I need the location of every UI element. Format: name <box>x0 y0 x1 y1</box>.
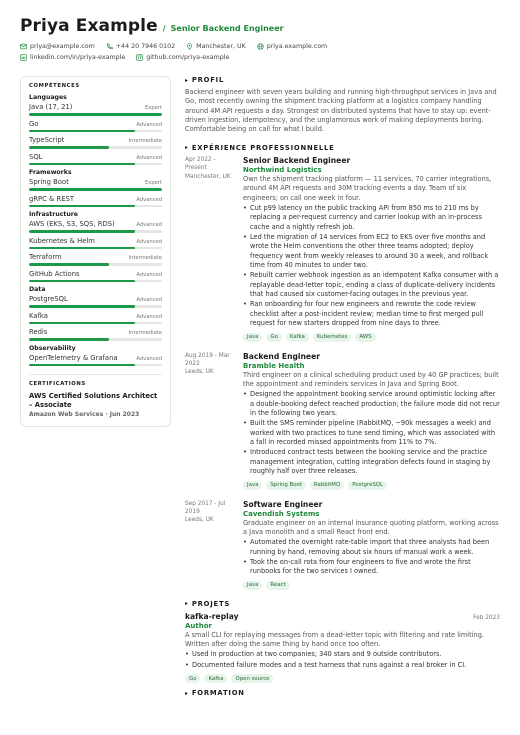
skill-item <box>29 153 162 166</box>
skill-level-fill <box>29 230 135 233</box>
skill-level-bar <box>29 338 162 341</box>
skill-level-bar <box>29 364 162 367</box>
skill-name: Redis <box>29 328 48 336</box>
tag-list <box>243 481 500 490</box>
skill-row <box>29 328 162 336</box>
email-icon <box>20 43 27 50</box>
tag-chip: Spring Boot <box>266 481 306 490</box>
contact-linkedin[interactable] <box>20 52 125 62</box>
certification-name: AWS Certified Solutions Architect – Associate <box>29 392 158 410</box>
skill-level-bar <box>29 263 162 266</box>
skill-level-bar <box>29 247 162 250</box>
skill-item <box>29 136 162 149</box>
skill-level-fill <box>29 280 135 283</box>
skill-group-heading: Observability <box>29 344 76 352</box>
project-list <box>185 612 500 683</box>
globe-icon <box>257 43 264 50</box>
job-title: Software Engineer <box>243 499 323 509</box>
skill-item <box>29 328 162 341</box>
chevron-right-icon: ▸ <box>185 689 189 697</box>
tag-list <box>243 333 500 342</box>
skill-item <box>29 178 162 191</box>
tag-chip: React <box>266 581 289 590</box>
profile-heading <box>185 76 500 84</box>
skill-level-fill <box>29 322 135 325</box>
bullet-list <box>243 538 500 576</box>
title-separator: / <box>162 24 166 33</box>
skill-item <box>29 312 162 325</box>
skill-row <box>29 195 162 203</box>
github-icon <box>136 54 143 61</box>
skill-level-fill <box>29 163 135 166</box>
chevron-right-icon: ▸ <box>185 144 189 152</box>
skill-name: Kubernetes & Helm <box>29 236 95 245</box>
skill-name: PostgreSQL <box>29 295 68 303</box>
job-meta <box>185 500 237 590</box>
skill-item <box>29 354 162 367</box>
skill-group-heading: Data <box>29 286 46 293</box>
projects-section <box>185 600 500 683</box>
skill-level-bar <box>29 188 162 191</box>
certifications-block <box>29 374 162 418</box>
bullet-list <box>243 204 500 329</box>
job-meta <box>185 156 237 342</box>
skill-level: Advanced <box>136 355 162 362</box>
skill-level-bar <box>29 280 162 283</box>
contact-text: Manchester, UK <box>196 42 246 50</box>
skill-level: Advanced <box>136 196 162 203</box>
job-title: Backend Engineer <box>243 351 320 361</box>
linkedin-icon <box>20 54 27 61</box>
contact-email[interactable] <box>20 41 95 51</box>
profile-section <box>185 76 500 135</box>
phone-icon <box>106 43 113 50</box>
skill-item <box>29 270 162 283</box>
tag-chip: Kafka <box>286 333 309 342</box>
skill-name: gRPC & REST <box>29 194 74 203</box>
skill-level-fill <box>29 130 135 133</box>
tag-chip: Java <box>243 581 262 590</box>
skill-level-bar <box>29 305 162 308</box>
bullet-item: • Led the migration of 14 services from EC2 to EKS over five months and wrote the Helm conventions the other three teams adopted; deploy frequency went from weekly releases to around 30 a week, and rollback time from 40 minutes to under two. <box>243 233 500 270</box>
bullet-list <box>243 390 500 476</box>
contact-text: linkedin.com/in/priya-example <box>30 53 126 61</box>
skill-level: Advanced <box>136 271 162 278</box>
job-company: Bramble Health <box>243 361 305 370</box>
skill-item <box>29 237 162 250</box>
resume-columns <box>20 76 500 701</box>
location-icon <box>186 43 193 50</box>
contact-text: github.com/priya-example <box>146 53 230 61</box>
skill-level-fill <box>29 188 162 191</box>
skill-row <box>29 312 162 320</box>
job-dates: Sep 2017 - Jul 2019 <box>185 500 226 515</box>
skill-group-heading: Languages <box>29 94 67 101</box>
tag-chip: Go <box>185 674 200 683</box>
skill-level-bar <box>29 130 162 133</box>
skill-level-fill <box>29 364 135 367</box>
contact-phone[interactable] <box>106 41 175 51</box>
tag-chip: Open source <box>231 674 273 683</box>
skill-item <box>29 295 162 308</box>
education-heading <box>185 689 500 697</box>
skill-row <box>29 153 162 161</box>
contact-globe[interactable] <box>257 41 327 51</box>
skill-row <box>29 103 162 111</box>
profile-heading-text: PROFIL <box>191 76 225 84</box>
skill-row <box>29 136 162 144</box>
skill-level: Expert <box>145 105 162 111</box>
tag-chip: Go <box>266 333 281 342</box>
skill-name: Terraform <box>29 253 62 261</box>
skill-row <box>29 295 162 303</box>
bullet-list <box>185 650 500 670</box>
skill-name: GitHub Actions <box>29 269 80 278</box>
job-meta <box>185 352 237 490</box>
education-heading-text: FORMATION <box>191 689 245 698</box>
bullet-item: • Designed the appointment booking service around optimistic locking after a double-booking defect reached production; the failure mode did not recur in the following two years. <box>243 390 500 418</box>
tag-list <box>185 674 500 683</box>
skill-level-fill <box>29 205 135 208</box>
skill-row <box>29 220 162 228</box>
bullet-item: • Cut p99 latency on the public tracking API from 850 ms to 210 ms by replacing a per-request currency and carrier lookup with an in-process cache and a nightly refresh job. <box>243 204 500 232</box>
job-body <box>243 156 500 342</box>
skill-group-heading: Frameworks <box>29 169 72 176</box>
job-entry <box>185 500 500 590</box>
skill-level-bar <box>29 322 162 325</box>
skill-level-fill <box>29 338 109 341</box>
skill-name: Kafka <box>29 311 48 320</box>
job-body <box>243 500 500 590</box>
skill-row <box>29 120 162 128</box>
skill-level: Advanced <box>136 154 162 161</box>
bullet-item: • Built the SMS reminder pipeline (RabbitMQ, ~90k messages a week) and worked with two practices to tune send timing, which was associated with a fall in recorded missed appointments from 11% to 7%. <box>243 419 500 447</box>
contact-text: priya.example.com <box>266 42 328 50</box>
skill-level: Advanced <box>136 238 162 245</box>
tag-chip: AWS <box>355 333 375 342</box>
skill-level-bar <box>29 230 162 233</box>
job-body <box>243 352 500 490</box>
skill-level: Intermediate <box>128 330 162 336</box>
skill-name: AWS (EKS, S3, SQS, RDS) <box>29 220 115 228</box>
skill-item <box>29 195 162 208</box>
project-date: Feb 2023 <box>473 614 500 621</box>
skill-level-bar <box>29 163 162 166</box>
contact-text: +44 20 7946 0102 <box>115 42 176 50</box>
bullet-item: • Rebuilt carrier webhook ingestion as an idempotent Kafka consumer with a replayable dead-letter topic, ending a class of duplicate-delivery incidents that had caused six customer-facing outages in the previous year. <box>243 271 500 299</box>
candidate-name: Priya Example <box>20 16 158 36</box>
bullet-item: • Introduced contract tests between the booking service and the practice management integration, cutting integration defects found in staging by roughly half over three releases. <box>243 448 500 476</box>
resume-header <box>20 16 500 62</box>
skill-row <box>29 270 162 278</box>
job-description: Third engineer on a clinical scheduling product used by 40 GP practices; built the appointment and reminders services in Java and Spring Boot. <box>243 370 499 388</box>
chevron-right-icon: ▸ <box>185 600 189 608</box>
tag-chip: Java <box>243 333 262 342</box>
skill-item <box>29 103 162 116</box>
skill-groups <box>29 94 162 366</box>
chevron-right-icon: ▸ <box>185 76 189 84</box>
skill-item <box>29 120 162 133</box>
job-dates: Aug 2019 - Mar 2022 <box>185 352 230 367</box>
candidate-role: Senior Backend Engineer <box>170 24 284 33</box>
experience-section <box>185 144 500 590</box>
tag-chip: Kubernetes <box>313 333 352 342</box>
skill-level: Advanced <box>136 121 162 128</box>
projects-heading <box>185 600 500 608</box>
project-role: Author <box>185 621 212 630</box>
skill-level-bar <box>29 146 162 149</box>
bullet-item: • Automated the overnight rate-table import that three analysts had been running by hand, removing about six hours of manual work a week. <box>243 538 500 557</box>
tag-chip: Java <box>243 481 262 490</box>
job-entry <box>185 156 500 342</box>
skill-level-fill <box>29 247 135 250</box>
experience-heading <box>185 144 500 152</box>
contact-location[interactable] <box>186 41 246 51</box>
skill-name: Java (17, 21) <box>29 103 73 111</box>
projects-heading-text: PROJETS <box>191 599 231 608</box>
skill-level-fill <box>29 305 135 308</box>
skill-level-fill <box>29 263 109 266</box>
skill-level: Advanced <box>136 222 162 228</box>
job-entry <box>185 352 500 490</box>
sidebar-panel <box>20 76 171 427</box>
skill-level: Intermediate <box>128 255 162 261</box>
bullet-item: • Documented failure modes and a test harness that runs against a real broker in CI. <box>185 661 500 670</box>
job-description: Graduate engineer on an internal insurance quoting platform, working across a Java monolith and a small React front end. <box>243 518 499 536</box>
skill-level: Expert <box>145 180 162 186</box>
job-location: Leeds, UK <box>185 369 214 376</box>
skill-level-bar <box>29 205 162 208</box>
skill-level-bar <box>29 113 162 116</box>
skill-name: Go <box>29 119 39 128</box>
certifications-heading: CERTIFICATIONS <box>29 381 86 387</box>
skill-item <box>29 220 162 233</box>
project-name: kafka-replay <box>185 611 239 621</box>
skill-level-fill <box>29 146 109 149</box>
profile-summary: Backend engineer with seven years building and running high-throughput services in Java and Go, most recently owning the shipment tracking platform at a logistics company handling around 4M API requests a day. Strongest on distributed systems that have to stay up: event-driven ingestion, idempotency, and the unglamorous work of making deployments boring. Comfortable being on call for what I build. <box>185 88 497 134</box>
skill-name: OpenTelemetry & Grafana <box>29 353 118 362</box>
job-company: Northwind Logistics <box>243 165 322 174</box>
competences-heading: COMPÉTENCES <box>29 83 80 89</box>
skill-row <box>29 237 162 245</box>
tag-chip: PostgreSQL <box>348 481 387 490</box>
contact-list <box>20 41 440 62</box>
tag-chip: RabbitMQ <box>310 481 344 490</box>
tag-chip: Kafka <box>204 674 227 683</box>
skill-name: Spring Boot <box>29 178 69 186</box>
job-title: Senior Backend Engineer <box>243 155 351 165</box>
skill-group-heading: Infrastructure <box>29 211 79 218</box>
skill-item <box>29 253 162 266</box>
skill-level-fill <box>29 113 162 116</box>
contact-text: priya@example.com <box>30 42 95 50</box>
certification-issuer: Amazon Web Services · Jun 2023 <box>29 411 140 419</box>
project-entry <box>185 612 500 683</box>
skill-level: Intermediate <box>128 138 162 144</box>
project-header <box>185 612 500 621</box>
tag-list <box>243 581 500 590</box>
skill-name: TypeScript <box>29 136 65 144</box>
skill-level: Advanced <box>136 297 162 303</box>
experience-heading-text: EXPÉRIENCE PROFESSIONNELLE <box>191 143 335 152</box>
skill-name: SQL <box>29 152 43 161</box>
bullet-item: • Ran onboarding for four new engineers and rewrote the code review checklist after a post-incident review; median time to first merged pull request for new starters dropped from nine days to three. <box>243 300 500 328</box>
job-company: Cavendish Systems <box>243 509 320 518</box>
skill-row <box>29 354 162 362</box>
main-column <box>185 76 500 701</box>
job-dates: Apr 2022 - Present <box>185 156 216 172</box>
bullet-item: • Used in production at two companies; 340 stars and 9 outside contributors. <box>185 650 500 659</box>
job-description: Own the shipment tracking platform — 11 services, 70 carrier integrations, around 4M API requests and 30M tracking events a day. Team of six engineers; on call one week in four. <box>243 174 492 202</box>
project-description: A small CLI for replaying messages from a dead-letter topic with filtering and rate limiting. Written after doing the same thing by hand once too often. <box>185 630 484 649</box>
bullet-item: • Took the on-call rota from four engineers to five and wrote the first runbooks for the two services I owned. <box>243 558 500 577</box>
skill-row <box>29 253 162 261</box>
contact-github[interactable] <box>136 52 229 62</box>
skill-row <box>29 178 162 186</box>
job-list <box>185 156 500 590</box>
skill-level: Advanced <box>136 313 162 320</box>
education-section <box>185 689 500 697</box>
name-line <box>20 16 500 36</box>
job-location: Leeds, UK <box>185 517 214 524</box>
job-location: Manchester, UK <box>185 173 231 180</box>
